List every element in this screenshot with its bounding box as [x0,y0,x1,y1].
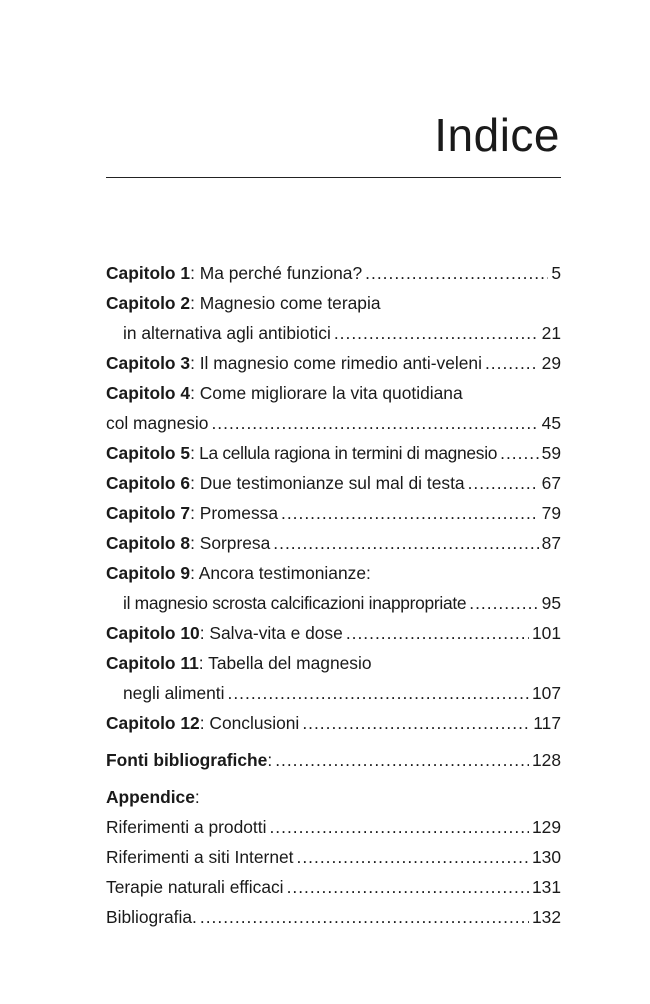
toc-entry-chapter-9[interactable] [106,558,561,588]
toc-entry-chapter-2[interactable] [106,288,561,318]
title-divider [106,177,561,178]
table-of-contents [106,258,561,932]
toc-entry-page: 131 [531,877,561,897]
leader-dots [334,318,539,348]
toc-entry-chapter-9-continued[interactable] [106,588,561,618]
toc-entry-heading: Fonti bibliografiche [106,750,268,770]
toc-entry-text: Bibliografia. [106,907,197,927]
toc-entry-page: 59 [541,443,561,463]
toc-entry-page: 128 [531,750,561,770]
toc-entry-heading: Capitolo 10 [106,623,200,643]
toc-entry-chapter-7[interactable] [106,498,561,528]
toc-entry-page: 87 [541,533,561,553]
toc-entry-page: 95 [541,593,561,613]
toc-entry-text: : Ma perché funziona? [190,263,363,283]
toc-entry-chapter-10[interactable] [106,618,561,648]
leader-dots [302,708,530,738]
leader-dots [297,842,529,872]
toc-entry-page: 29 [541,353,561,373]
toc-entry-text: : [267,750,273,770]
toc-entry-heading: Capitolo 5 [106,443,191,463]
toc-entry-page: 101 [531,623,561,643]
leader-dots [200,902,529,932]
toc-entry-text: : Sorpresa [190,533,271,553]
toc-entry-heading: Capitolo 9 [106,563,191,583]
leader-dots [275,745,529,775]
toc-entry-page: 107 [531,683,561,703]
toc-entry-chapter-6[interactable] [106,468,561,498]
toc-entry-appendix[interactable] [106,782,561,812]
toc-entry-heading: Capitolo 8 [106,533,191,553]
leader-dots [365,258,548,288]
toc-entry-heading: Capitolo 1 [106,263,191,283]
leader-dots [211,408,538,438]
leader-dots [485,348,539,378]
toc-entry-text: in alternativa agli antibiotici [123,323,331,343]
toc-entry-chapter-5[interactable] [106,438,561,468]
leader-dots [273,528,538,558]
toc-entry-text: : Magnesio come terapia [190,293,381,313]
leader-dots [469,588,538,618]
leader-dots [287,872,529,902]
toc-entry-text: : Come migliorare la vita quotidiana [190,383,463,403]
toc-entry-bibliography[interactable] [106,902,561,932]
toc-entry-text: : Ancora testimonianze: [190,563,371,583]
section-gap [106,775,561,782]
leader-dots [269,812,529,842]
toc-entry-page: 132 [531,907,561,927]
toc-entry-heading: Capitolo 6 [106,473,191,493]
toc-entry-website-references[interactable] [106,842,561,872]
toc-entry-natural-therapies[interactable] [106,872,561,902]
toc-entry-page: 67 [541,473,561,493]
toc-entry-heading: Appendice [106,787,195,807]
toc-entry-heading: Capitolo 7 [106,503,191,523]
toc-entry-text: : Conclusioni [199,713,300,733]
toc-entry-page: 45 [541,413,561,433]
toc-entry-text: : Promessa [190,503,279,523]
toc-entry-text: : La cellula ragiona in termini di magnesio [190,443,498,463]
toc-entry-page: 117 [533,713,561,733]
toc-entry-chapter-11[interactable] [106,648,561,678]
leader-dots [468,468,539,498]
toc-entry-page: 79 [541,503,561,523]
toc-entry-page: 5 [551,263,561,283]
toc-entry-chapter-12[interactable] [106,708,561,738]
toc-entry-text: il magnesio scrosta calcificazioni inappropriate [123,593,467,613]
toc-entry-text: : Due testimonianze sul mal di testa [190,473,465,493]
toc-entry-page: 130 [531,847,561,867]
toc-entry-chapter-1[interactable] [106,258,561,288]
toc-entry-bibliographic-sources[interactable] [106,745,561,775]
toc-entry-text: : [194,787,200,807]
toc-entry-heading: Capitolo 3 [106,353,191,373]
toc-entry-text: Terapie naturali efficaci [106,877,284,897]
toc-entry-text: negli alimenti [123,683,225,703]
toc-entry-chapter-11-continued[interactable] [106,678,561,708]
toc-entry-page: 129 [531,817,561,837]
leader-dots [228,678,529,708]
toc-entry-text: : Salva-vita e dose [199,623,343,643]
toc-entry-chapter-2-continued[interactable] [106,318,561,348]
section-gap [106,738,561,745]
toc-entry-text: : Tabella del magnesio [198,653,372,673]
toc-entry-chapter-8[interactable] [106,528,561,558]
toc-entry-text: Riferimenti a siti Internet [106,847,294,867]
leader-dots [346,618,529,648]
toc-entry-heading: Capitolo 2 [106,293,191,313]
leader-dots [281,498,539,528]
toc-entry-chapter-3[interactable] [106,348,561,378]
toc-entry-text: : Il magnesio come rimedio anti-veleni [190,353,482,373]
toc-entry-page: 21 [541,323,561,343]
toc-entry-chapter-4-continued[interactable] [106,408,561,438]
toc-entry-heading: Capitolo 12 [106,713,200,733]
toc-entry-heading: Capitolo 4 [106,383,191,403]
toc-entry-text: Riferimenti a prodotti [106,817,267,837]
page-title: Indice [434,109,560,161]
leader-dots [500,438,539,468]
toc-entry-heading: Capitolo 11 [106,653,199,673]
toc-entry-product-references[interactable] [106,812,561,842]
toc-entry-chapter-4[interactable] [106,378,561,408]
toc-entry-text: col magnesio [106,413,209,433]
